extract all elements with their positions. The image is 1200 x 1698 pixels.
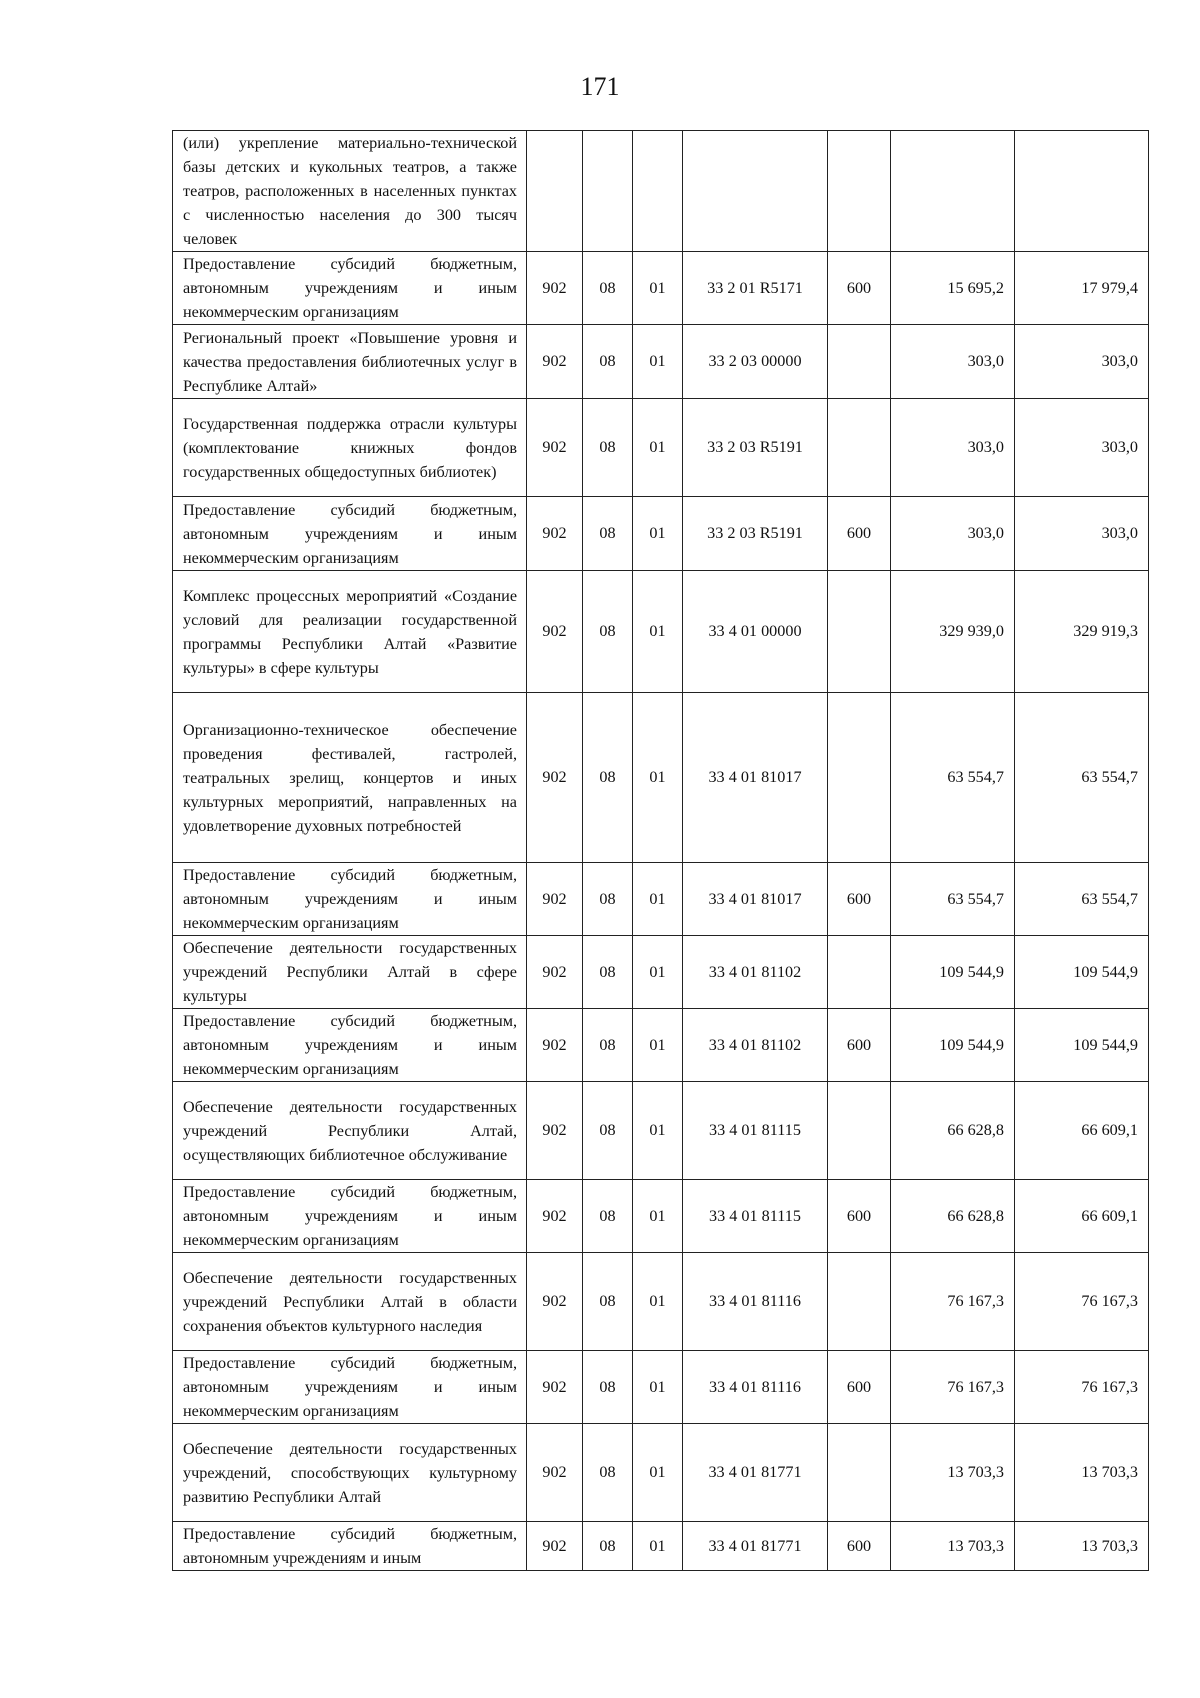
cell-department: 902 [527,1009,583,1082]
cell-target-code: 33 4 01 81771 [683,1522,828,1571]
table-row [173,1082,1149,1180]
cell-subsection: 01 [633,936,683,1009]
cell-section [583,131,633,252]
cell-expense-type: 600 [828,1522,891,1571]
table-row [173,571,1149,693]
cell-subsection: 01 [633,1253,683,1351]
cell-department: 902 [527,252,583,325]
cell-expense-type: 600 [828,497,891,571]
cell-amount-1: 66 628,8 [891,1082,1015,1180]
cell-section: 08 [583,252,633,325]
table-row [173,1180,1149,1253]
cell-amount-1: 76 167,3 [891,1351,1015,1424]
cell-section: 08 [583,1082,633,1180]
table-row [173,131,1149,252]
cell-subsection: 01 [633,1180,683,1253]
cell-department [527,131,583,252]
cell-subsection: 01 [633,252,683,325]
cell-expense-type: 600 [828,1180,891,1253]
cell-amount-2: 303,0 [1015,497,1149,571]
cell-amount-2: 76 167,3 [1015,1351,1149,1424]
cell-amount-2: 109 544,9 [1015,1009,1149,1082]
cell-subsection: 01 [633,863,683,936]
cell-department: 902 [527,497,583,571]
cell-subsection [633,131,683,252]
cell-amount-2: 13 703,3 [1015,1522,1149,1571]
cell-department: 902 [527,1424,583,1522]
cell-department: 902 [527,1522,583,1571]
cell-expense-type: 600 [828,252,891,325]
row-name: Государственная поддержка отрасли культуры (комплектование книжных фондов государственных общедоступных библиотек) [173,399,527,497]
cell-amount-2 [1015,131,1149,252]
cell-section: 08 [583,1424,633,1522]
page-number: 171 [580,72,620,101]
row-name: Предоставление субсидий бюджетным, автономным учреждениям и иным некоммерческим организациям [173,863,527,936]
cell-subsection: 01 [633,399,683,497]
table-row [173,863,1149,936]
cell-amount-1: 63 554,7 [891,863,1015,936]
cell-amount-1: 303,0 [891,399,1015,497]
cell-section: 08 [583,1253,633,1351]
cell-expense-type [828,399,891,497]
cell-amount-2: 109 544,9 [1015,936,1149,1009]
row-name: Предоставление субсидий бюджетным, автономным учреждениям и иным некоммерческим организациям [173,497,527,571]
cell-target-code: 33 4 01 81017 [683,863,828,936]
cell-section: 08 [583,1522,633,1571]
cell-subsection: 01 [633,1351,683,1424]
cell-amount-1: 13 703,3 [891,1424,1015,1522]
table-row [173,936,1149,1009]
cell-amount-2: 303,0 [1015,325,1149,399]
row-name: Обеспечение деятельности государственных учреждений, способствующих культурному развитию Республики Алтай [173,1424,527,1522]
row-name: Обеспечение деятельности государственных учреждений Республики Алтай, осуществляющих библиотечное обслуживание [173,1082,527,1180]
table-row [173,252,1149,325]
cell-department: 902 [527,1253,583,1351]
cell-amount-2: 76 167,3 [1015,1253,1149,1351]
cell-target-code: 33 4 01 81102 [683,1009,828,1082]
row-name: Предоставление субсидий бюджетным, автономным учреждениям и иным некоммерческим организациям [173,1351,527,1424]
row-name: Региональный проект «Повышение уровня и качества предоставления библиотечных услуг в Республике Алтай» [173,325,527,399]
table-row [173,497,1149,571]
cell-expense-type [828,1082,891,1180]
cell-section: 08 [583,1009,633,1082]
cell-subsection: 01 [633,693,683,863]
cell-target-code: 33 4 01 81771 [683,1424,828,1522]
cell-amount-1: 13 703,3 [891,1522,1015,1571]
row-name: Обеспечение деятельности государственных учреждений Республики Алтай в сфере культуры [173,936,527,1009]
cell-subsection: 01 [633,1424,683,1522]
table-row [173,693,1149,863]
table-row [173,1424,1149,1522]
row-name: Предоставление субсидий бюджетным, автономным учреждениям и иным некоммерческим организациям [173,252,527,325]
cell-department: 902 [527,571,583,693]
cell-amount-1: 303,0 [891,325,1015,399]
cell-subsection: 01 [633,1522,683,1571]
cell-amount-1: 303,0 [891,497,1015,571]
cell-amount-2: 63 554,7 [1015,863,1149,936]
cell-target-code: 33 4 01 81115 [683,1180,828,1253]
cell-target-code [683,131,828,252]
table-row [173,399,1149,497]
row-name: Предоставление субсидий бюджетным, автономным учреждениям и иным некоммерческим организациям [173,1180,527,1253]
cell-target-code: 33 4 01 81116 [683,1253,828,1351]
cell-section: 08 [583,1351,633,1424]
cell-expense-type: 600 [828,1009,891,1082]
cell-section: 08 [583,863,633,936]
row-name: Предоставление субсидий бюджетным, автономным учреждениям и иным [173,1522,527,1571]
cell-amount-2: 329 919,3 [1015,571,1149,693]
cell-department: 902 [527,1180,583,1253]
cell-amount-1: 329 939,0 [891,571,1015,693]
cell-section: 08 [583,936,633,1009]
table-row [173,1351,1149,1424]
cell-department: 902 [527,936,583,1009]
cell-expense-type: 600 [828,1351,891,1424]
table-row [173,1522,1149,1571]
cell-target-code: 33 2 03 00000 [683,325,828,399]
cell-target-code: 33 4 01 81102 [683,936,828,1009]
cell-amount-2: 66 609,1 [1015,1180,1149,1253]
cell-amount-1: 66 628,8 [891,1180,1015,1253]
cell-amount-1: 15 695,2 [891,252,1015,325]
cell-section: 08 [583,571,633,693]
budget-table [172,130,1149,1571]
table-row [173,1009,1149,1082]
cell-subsection: 01 [633,1082,683,1180]
cell-amount-2: 13 703,3 [1015,1424,1149,1522]
cell-section: 08 [583,693,633,863]
cell-section: 08 [583,325,633,399]
cell-amount-2: 66 609,1 [1015,1082,1149,1180]
table-row [173,325,1149,399]
row-name: Предоставление субсидий бюджетным, автономным учреждениям и иным некоммерческим организациям [173,1009,527,1082]
cell-expense-type [828,131,891,252]
cell-subsection: 01 [633,325,683,399]
cell-amount-2: 17 979,4 [1015,252,1149,325]
cell-expense-type [828,325,891,399]
cell-target-code: 33 4 01 81115 [683,1082,828,1180]
cell-amount-1: 109 544,9 [891,1009,1015,1082]
cell-target-code: 33 2 01 R5171 [683,252,828,325]
cell-section: 08 [583,1180,633,1253]
cell-department: 902 [527,399,583,497]
cell-department: 902 [527,863,583,936]
cell-department: 902 [527,325,583,399]
cell-expense-type [828,571,891,693]
cell-amount-1: 63 554,7 [891,693,1015,863]
cell-expense-type [828,1424,891,1522]
cell-expense-type: 600 [828,863,891,936]
cell-subsection: 01 [633,1009,683,1082]
cell-subsection: 01 [633,571,683,693]
cell-expense-type [828,936,891,1009]
cell-section: 08 [583,399,633,497]
cell-section: 08 [583,497,633,571]
cell-target-code: 33 4 01 00000 [683,571,828,693]
row-name: Обеспечение деятельности государственных учреждений Республики Алтай в области сохранения объектов культурного наследия [173,1253,527,1351]
cell-amount-1: 76 167,3 [891,1253,1015,1351]
cell-amount-1: 109 544,9 [891,936,1015,1009]
cell-amount-2: 303,0 [1015,399,1149,497]
cell-department: 902 [527,1351,583,1424]
cell-expense-type [828,1253,891,1351]
cell-target-code: 33 2 03 R5191 [683,497,828,571]
cell-target-code: 33 2 03 R5191 [683,399,828,497]
row-name: (или) укрепление материально-технической базы детских и кукольных театров, а также театров, расположенных в населенных пунктах с численностью населения до 300 тысяч человек [173,131,527,252]
row-name: Организационно-техническое обеспечение проведения фестивалей, гастролей, театральных зрелищ, концертов и иных культурных мероприятий, направленных на удовлетворение духовных потребностей [173,693,527,863]
cell-department: 902 [527,693,583,863]
cell-target-code: 33 4 01 81116 [683,1351,828,1424]
cell-department: 902 [527,1082,583,1180]
row-name: Комплекс процессных мероприятий «Создание условий для реализации государственной программы Республики Алтай «Развитие культуры» в сфере культуры [173,571,527,693]
cell-target-code: 33 4 01 81017 [683,693,828,863]
cell-amount-2: 63 554,7 [1015,693,1149,863]
cell-amount-1 [891,131,1015,252]
cell-subsection: 01 [633,497,683,571]
table-row [173,1253,1149,1351]
cell-expense-type [828,693,891,863]
